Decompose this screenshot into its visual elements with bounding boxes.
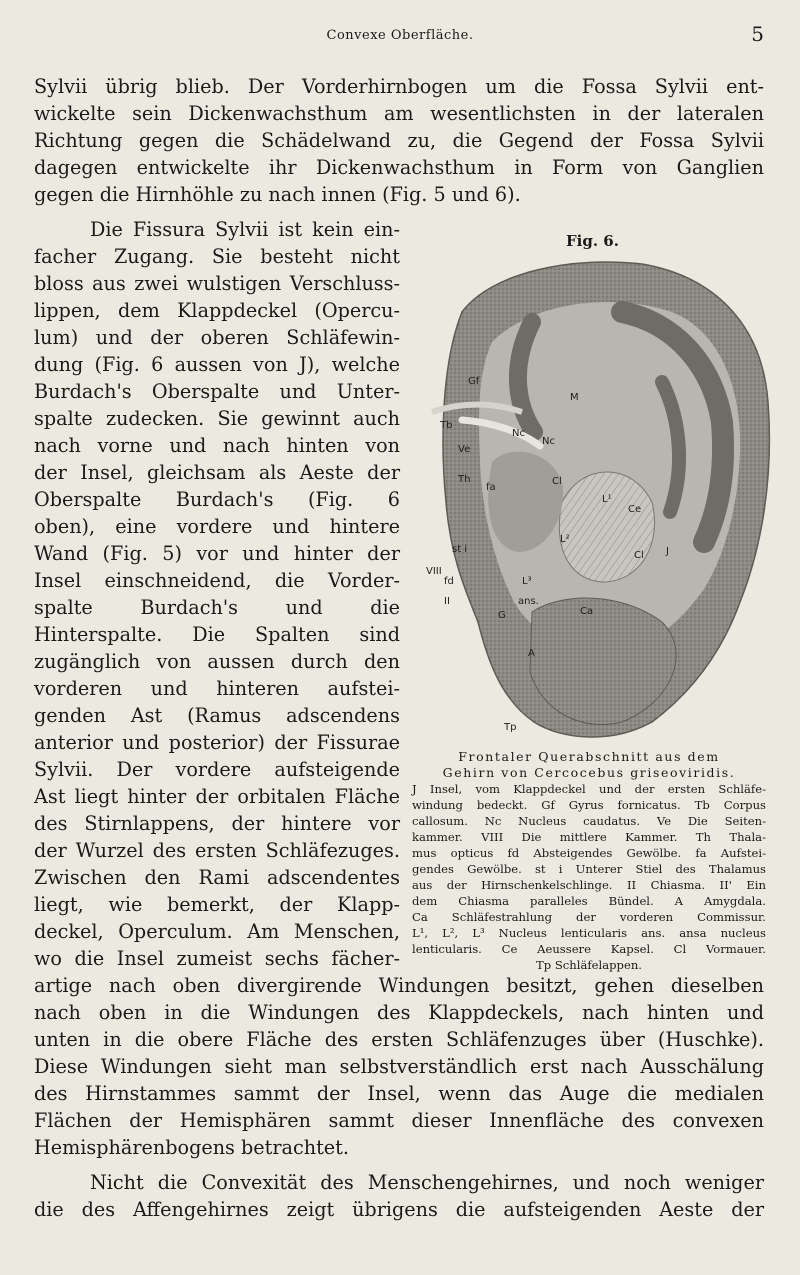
fig-label-m: M [570, 392, 579, 403]
text-line: bloss aus zwei wulstigen Verschluss- [34, 272, 400, 295]
text-line: nach oben in die Windungen des Klappdeckels, nach hinten und [34, 1001, 764, 1024]
text-line: wo die Insel zumeist sechs fächer- [34, 947, 400, 970]
text-line: gegen die Hirnhöhle zu nach innen (Fig. 5 und 6). [34, 183, 521, 206]
text-line: nach vorne und nach hinten von [34, 434, 400, 457]
running-title: Convexe Oberfläche. [326, 28, 474, 43]
fig-label-l3: L³ [522, 576, 532, 587]
caption-line: lenticularis. Ce Aeussere Kapsel. Cl Vormauer. [412, 942, 766, 956]
fig-label-sti: st i [452, 544, 468, 555]
fig-label-ii: II [444, 596, 450, 607]
text-line: Sylvii übrig blieb. Der Vorderhirnbogen um die Fossa Sylvii ent- [34, 75, 764, 98]
caption-line: callosum. Nc Nucleus caudatus. Ve Die Seiten- [412, 814, 766, 828]
text-line: dagegen entwickelte ihr Dickenwachsthum in Form von Ganglien [34, 156, 764, 179]
fig-label-l1: L¹ [602, 494, 612, 505]
fig-label-j: J [666, 546, 669, 557]
text-line: facher Zugang. Sie besteht nicht [34, 245, 400, 268]
fig-label-ca: Ca [580, 606, 594, 617]
text-line: Ast liegt hinter der orbitalen Fläche [34, 785, 400, 808]
fig-label-gf: Gf [468, 376, 480, 387]
text-line: des Stirnlappens, der hintere vor [34, 812, 400, 835]
text-line: Richtung gegen die Schädelwand zu, die Gegend der Fossa Sylvii [34, 129, 764, 152]
fig-label-th: Th [458, 474, 471, 485]
fig-label-g: G [498, 610, 506, 621]
fig-label-tp: Tp [504, 722, 517, 733]
caption-line: gendes Gewölbe. st i Unterer Stiel des Thalamus [412, 862, 766, 876]
caption-line: Frontaler Querabschnitt aus dem [458, 749, 720, 764]
caption-line: J Insel, vom Klappdeckel und der ersten Schläfe- [412, 782, 766, 796]
text-line: der Wurzel des ersten Schläfezuges. [34, 839, 400, 862]
text-line: oben), eine vordere und hintere [34, 515, 400, 538]
text-line: spalte zudecken. Sie gewinnt auch [34, 407, 400, 430]
caption-line: windung bedeckt. Gf Gyrus fornicatus. Tb Corpus [412, 798, 766, 812]
text-line: zugänglich von aussen durch den [34, 650, 400, 673]
fig-label-a: A [528, 648, 535, 659]
fig-label-fa: fa [486, 482, 496, 493]
fig-label-ve: Ve [458, 444, 471, 455]
text-line: unten in die obere Fläche des ersten Schläfenzuges über (Huschke). [34, 1028, 764, 1051]
fig-label-nc: Nc [542, 436, 555, 447]
caption-line: dem Chiasma paralleles Bündel. A Amygdala. [412, 894, 766, 908]
fig-label-viii: VIII [426, 566, 442, 577]
fig-label-ce: Ce [628, 504, 642, 515]
text-line: Hinterspalte. Die Spalten sind [34, 623, 400, 646]
text-line: lum) und der oberen Schläfewin- [34, 326, 400, 349]
text-line: Die Fissura Sylvii ist kein ein- [90, 218, 400, 241]
text-line: Insel einschneidend, die Vorder- [34, 569, 400, 592]
text-line: dung (Fig. 6 aussen von J), welche [34, 353, 400, 376]
text-line: genden Ast (Ramus adscendens [34, 704, 400, 727]
fig-label-tb: Tb [440, 420, 453, 431]
text-line: vorderen und hinteren aufstei- [34, 677, 400, 700]
text-line: Wand (Fig. 5) vor und hinter der [34, 542, 400, 565]
text-line: des Hirnstammes sammt der Insel, wenn das Auge die medialen [34, 1082, 764, 1105]
nucleus-lenticularis [559, 472, 654, 582]
text-line: Oberspalte Burdach's (Fig. 6 [34, 488, 400, 511]
text-line: Sylvii. Der vordere aufsteigende [34, 758, 400, 781]
fig-label-nc: Nc [512, 428, 525, 439]
text-line: Flächen der Hemisphären sammt dieser Innenfläche des convexen [34, 1109, 764, 1132]
text-line: wickelte sein Dickenwachsthum am wesentlichsten in der lateralen [34, 102, 764, 125]
text-line: artige nach oben divergirende Windungen besitzt, gehen dieselben [34, 974, 764, 997]
text-line: Burdach's Oberspalte und Unter- [34, 380, 400, 403]
text-line: deckel, Operculum. Am Menschen, [34, 920, 400, 943]
text-line: liegt, wie bemerkt, der Klapp- [34, 893, 400, 916]
caption-line: aus der Hirnschenkelschlinge. II Chiasma. II' Ein [412, 878, 766, 892]
fig-label-cl: Cl [634, 550, 644, 561]
text-line: spalte Burdach's und die [34, 596, 400, 619]
fig-label-l2: L² [560, 534, 570, 545]
caption-line: Tp Schläfelappen. [536, 958, 642, 972]
caption-line: kammer. VIII Die mittlere Kammer. Th Thala- [412, 830, 766, 844]
figure-label: Fig. 6. [566, 232, 619, 250]
fig-label-ans: ans. [518, 596, 539, 607]
text-line: die des Affengehirnes zeigt übrigens die aufsteigenden Aeste der [34, 1198, 764, 1221]
text-line: anterior und posterior) der Fissurae [34, 731, 400, 754]
text-line: Zwischen den Rami adscendentes [34, 866, 400, 889]
brain-section-figure [422, 252, 774, 744]
caption-line: L¹, L², L³ Nucleus lenticularis ans. ansa nucleus [412, 926, 766, 940]
page-number: 5 [751, 22, 764, 46]
fig-label-cl: Cl [552, 476, 562, 487]
caption-line: Ca Schläfestrahlung der vorderen Commissur. [412, 910, 766, 924]
caption-line: Gehirn von Cercocebus griseoviridis. [442, 765, 736, 780]
fig-label-fd: fd [444, 576, 454, 587]
text-line: lippen, dem Klappdeckel (Opercu- [34, 299, 400, 322]
caption-line: mus opticus fd Absteigendes Gewölbe. fa Aufstei- [412, 846, 766, 860]
text-line: der Insel, gleichsam als Aeste der [34, 461, 400, 484]
text-line: Diese Windungen sieht man selbstverständlich erst nach Ausschälung [34, 1055, 764, 1078]
text-line: Hemisphärenbogens betrachtet. [34, 1136, 349, 1159]
text-line: Nicht die Convexität des Menschengehirnes, und noch weniger [90, 1171, 764, 1194]
